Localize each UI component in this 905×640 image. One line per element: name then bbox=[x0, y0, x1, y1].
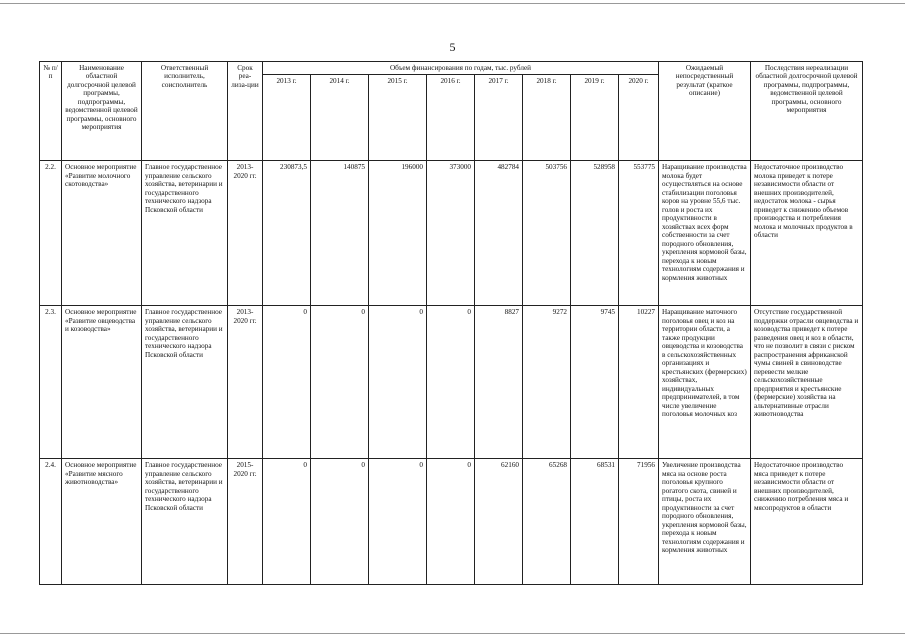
year-header: 2016 г. bbox=[427, 75, 475, 161]
row-term: 2013-2020 гг. bbox=[228, 306, 263, 459]
col-header-result: Ожидаемый непосредственный результат (краткое описание) bbox=[659, 62, 751, 161]
row-responsible: Главное государственное управление сельского хозяйства, ветеринарии и государственного технического надзора Псковской области bbox=[142, 459, 228, 585]
row-value-2014: 0 bbox=[311, 306, 369, 459]
row-responsible: Главное государственное управление сельского хозяйства, ветеринарии и государственного технического надзора Псковской области bbox=[142, 306, 228, 459]
table-row bbox=[40, 459, 863, 585]
row-value-2017: 482784 bbox=[475, 161, 523, 306]
row-term: 2015-2020 гг. bbox=[228, 459, 263, 585]
row-value-2016: 0 bbox=[427, 459, 475, 585]
row-value-2015: 0 bbox=[369, 459, 427, 585]
row-value-2017: 8827 bbox=[475, 306, 523, 459]
year-header: 2020 г. bbox=[619, 75, 659, 161]
row-consequences: Недостаточное производство молока приведет к потере независимости области от внешних производителей, недостаток молока - сырья приведет к снижению объемов производства и потребления молока и молочных продуктов в области bbox=[751, 161, 863, 306]
row-value-2013: 0 bbox=[263, 306, 311, 459]
scan-edge-bottom bbox=[0, 633, 905, 634]
row-value-2020: 71956 bbox=[619, 459, 659, 585]
row-value-2019: 9745 bbox=[571, 306, 619, 459]
row-consequences: Отсутствие государственной поддержки отрасли овцеводства и козоводства приведет к потере разведения овец и коз в области, что не позволит в связи с риском распространения африканской чумы свиней в свиноводстве перевести мелкие сельскохозяйственные предприятия и крестьянские (фермерские) хозяйства на альтернативные отрасли животноводства bbox=[751, 306, 863, 459]
header-row bbox=[40, 62, 863, 75]
col-header-funding: Объем финансирования по годам, тыс. рублей bbox=[263, 62, 659, 75]
year-header: 2019 г. bbox=[571, 75, 619, 161]
row-result: Наращивание маточного поголовья овец и коз на территории области, а также продукции овцеводства и козоводства в сельскохозяйственных организациях и крестьянских (фермерских) хозяйствах, индивидуальных предпринимателей, в том числе увеличение поголовья молочных коз bbox=[659, 306, 751, 459]
row-value-2020: 553775 bbox=[619, 161, 659, 306]
row-value-2018: 503756 bbox=[523, 161, 571, 306]
row-value-2013: 0 bbox=[263, 459, 311, 585]
row-consequences: Недостаточное производство мяса приведет к потере независимости области от внешних производителей, снижению потребления мяса и мясопродуктов в области bbox=[751, 459, 863, 585]
row-value-2014: 0 bbox=[311, 459, 369, 585]
row-responsible: Главное государственное управление сельского хозяйства, ветеринарии и государственного технического надзора Псковской области bbox=[142, 161, 228, 306]
row-value-2018: 9272 bbox=[523, 306, 571, 459]
row-value-2013: 230873,5 bbox=[263, 161, 311, 306]
row-value-2020: 10227 bbox=[619, 306, 659, 459]
year-header: 2015 г. bbox=[369, 75, 427, 161]
year-header: 2018 г. bbox=[523, 75, 571, 161]
col-header-num: № п/п bbox=[40, 62, 62, 161]
row-name: Основное мероприятие «Развитие овцеводства и козоводства» bbox=[62, 306, 142, 459]
scan-edge-top bbox=[0, 3, 905, 4]
table-row bbox=[40, 306, 863, 459]
row-num: 2.4. bbox=[40, 459, 62, 585]
row-value-2015: 0 bbox=[369, 306, 427, 459]
row-value-2018: 65268 bbox=[523, 459, 571, 585]
row-name: Основное мероприятие «Развитие мясного животноводства» bbox=[62, 459, 142, 585]
row-value-2019: 528958 bbox=[571, 161, 619, 306]
row-result: Увеличение производства мяса на основе роста поголовья крупного рогатого скота, свиней и птицы, роста их продуктивности за счет породного обновления, укрепления кормовой базы, перехода к новым технологиям содержания и кормления животных bbox=[659, 459, 751, 585]
row-result: Наращивание производства молока будет осуществляться на основе стабилизации поголовья коров на уровне 55,6 тыс. голов и роста их продуктивности в хозяйствах всех форм собственности за счет породного обновления, укрепления кормовой базы, перехода к новым технологиям содержания и кормления животных bbox=[659, 161, 751, 306]
row-value-2017: 62160 bbox=[475, 459, 523, 585]
row-value-2016: 0 bbox=[427, 306, 475, 459]
row-num: 2.3. bbox=[40, 306, 62, 459]
col-header-term: Срок реа-лиза-ции bbox=[228, 62, 263, 161]
year-header: 2014 г. bbox=[311, 75, 369, 161]
page-number: 5 bbox=[449, 40, 456, 54]
row-term: 2013-2020 гг. bbox=[228, 161, 263, 306]
col-header-consequences: Последствия нереализации областной долгосрочной целевой программы, подпрограммы, ведомственной целевой программы, основного мероприятия bbox=[751, 62, 863, 161]
row-value-2016: 373000 bbox=[427, 161, 475, 306]
row-name: Основное мероприятие «Развитие молочного скотоводства» bbox=[62, 161, 142, 306]
row-value-2019: 68531 bbox=[571, 459, 619, 585]
col-header-name: Наименование областной долгосрочной целевой программы, подпрограммы, ведомственной целевой программы, основного мероприятия bbox=[62, 62, 142, 161]
col-header-responsible: Ответственный исполнитель, соисполнитель bbox=[142, 62, 228, 161]
row-num: 2.2. bbox=[40, 161, 62, 306]
table-row bbox=[40, 161, 863, 306]
row-value-2015: 196000 bbox=[369, 161, 427, 306]
year-header: 2013 г. bbox=[263, 75, 311, 161]
program-table bbox=[39, 61, 863, 585]
row-value-2014: 140875 bbox=[311, 161, 369, 306]
year-header: 2017 г. bbox=[475, 75, 523, 161]
